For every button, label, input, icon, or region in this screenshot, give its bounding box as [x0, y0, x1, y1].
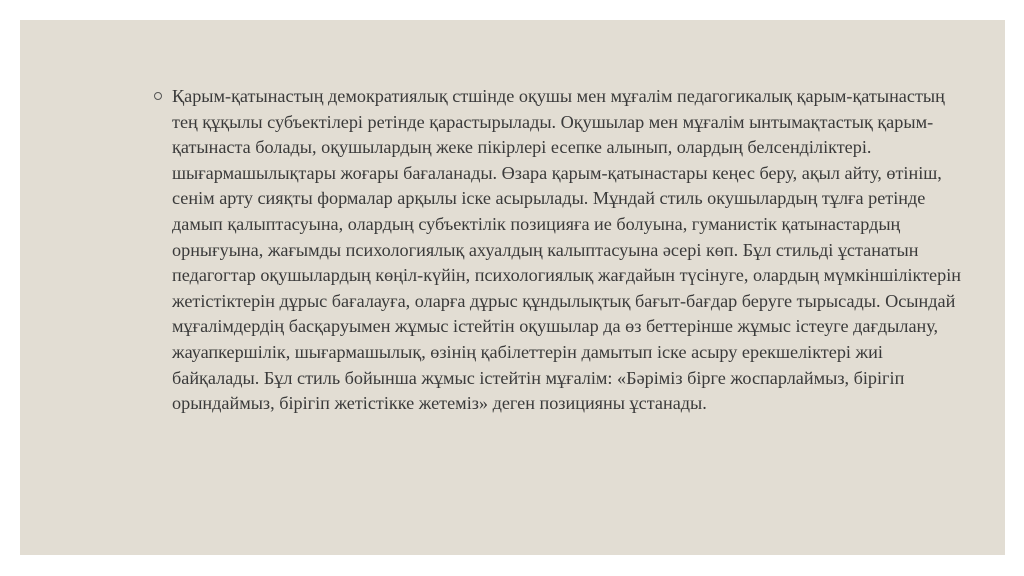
- slide-paragraph: Қарым-қатынастың демократиялық стшінде оқушы мен мұғалім педагогикалық қарым-қатынастың тең құқылы субъектілері ретінде қарастырылады. Оқушылар мен мұғалім ынтымақтастық қарым-қатынаста болады, оқушылардың жеке пікірлері есепке алынып, олардың белсенділіктері. шығармашылықтары жоғары бағаланады. Өзара қарым-қатынастары кеңес беру, ақыл айту, өтініш, сенім арту сияқты формалар арқылы іске асырылады. Мұндай стиль окушылардың тұлға ретінде дамып қалыптасуына, олардың субъектілік позицияға ие болуына, гуманистік қатынастардың орнығуына, жағымды психологиялық ахуалдың калыптасуына әсері көп. Бұл стильді ұстанатын педагогтар оқушылардың көңіл-күйін, психологиялық жағдайын түсінуге, олардың мүмкіншіліктерін жетістіктерін дұрыс бағалауға, оларға дұрыс құндылықтық бағыт-бағдар беруге тырысады. Осындай мұғалімдердің басқаруымен жұмыс істейтін оқушылар да өз беттерінше жұмыс істеуге дағдылану, жауапкершілік, шығармашылық, өзінің қабілеттерін дамытып іске асыру ерекшеліктері жиі байқалады. Бұл стиль бойынша жұмыс істейтін мұғалім: «Бәріміз бірге жоспарлаймыз, бірігіп орындаймыз, бірігіп жетістікке жетеміз» деген позицияны ұстанады.: [172, 86, 961, 414]
- hollow-circle-bullet-icon: [154, 92, 162, 100]
- slide-canvas: [20, 20, 1005, 555]
- bullet-item: [154, 84, 974, 417]
